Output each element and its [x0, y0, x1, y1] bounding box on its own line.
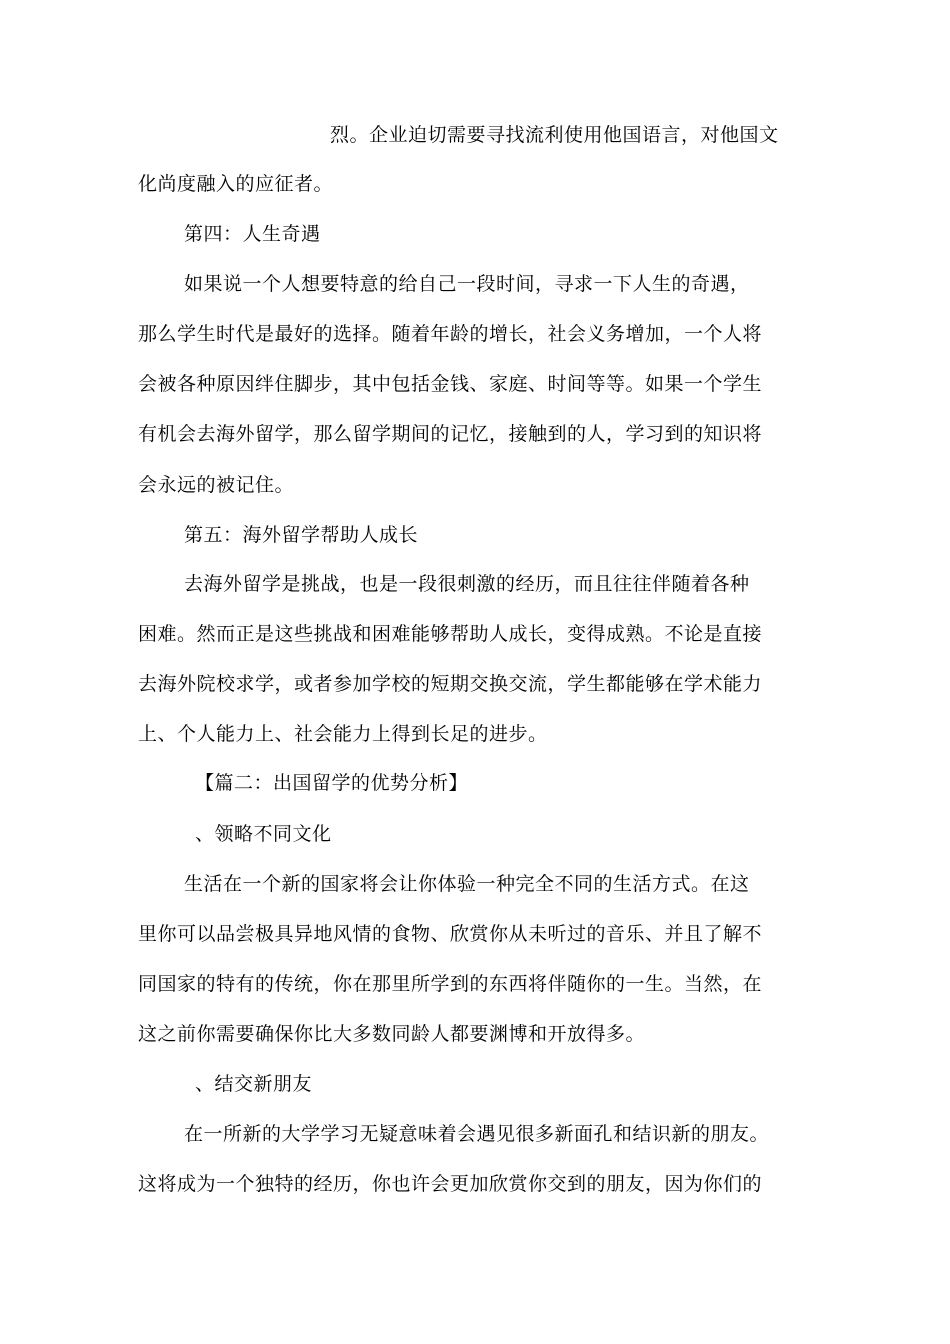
text-line: 化尚度融入的应征者。	[138, 173, 334, 195]
text-line: 生活在一个新的国家将会让你体验一种完全不同的生活方式。在这	[184, 873, 750, 895]
text-line: 有机会去海外留学，那么留学期间的记忆，接触到的人，学习到的知识将	[138, 423, 763, 445]
section-heading: 第五：海外留学帮助人成长	[184, 524, 419, 546]
text-line: 会永远的被记住。	[138, 474, 295, 496]
text-line: 里你可以品尝极具异地风情的食物、欣赏你从未听过的音乐、并且了解不	[138, 923, 763, 945]
text-line: 去海外留学是挑战，也是一段很刺激的经历，而且往往伴随着各种	[184, 573, 750, 595]
text-line: 同国家的特有的传统，你在那里所学到的东西将伴随你的一生。当然，在	[138, 973, 763, 995]
subsection-heading: 、结交新朋友	[195, 1073, 313, 1095]
text-line: 在一所新的大学学习无疑意味着会遇见很多新面孔和结识新的朋友。	[184, 1123, 770, 1145]
text-line: 烈。企业迫切需要寻找流利使用他国语言，对他国文	[330, 124, 779, 146]
text-line: 那么学生时代是最好的选择。随着年龄的增长，社会义务增加，一个人将	[138, 323, 763, 345]
subsection-heading: 、领略不同文化	[195, 823, 332, 845]
text-line: 会被各种原因绊住脚步，其中包括金钱、家庭、时间等等。如果一个学生	[138, 373, 763, 395]
text-line: 这将成为一个独特的经历，你也许会更加欣赏你交到的朋友，因为你们的	[138, 1173, 763, 1195]
text-line: 去海外院校求学，或者参加学校的短期交换交流，学生都能够在学术能力	[138, 673, 763, 695]
part-heading: 【篇二：出国留学的优势分析】	[195, 772, 469, 794]
text-line: 如果说一个人想要特意的给自己一段时间，寻求一下人生的奇遇，	[184, 273, 750, 295]
text-line: 上、个人能力上、社会能力上得到长足的进步。	[138, 723, 548, 745]
text-line: 这之前你需要确保你比大多数同龄人都要渊博和开放得多。	[138, 1023, 646, 1045]
text-line: 困难。然而正是这些挑战和困难能够帮助人成长，变得成熟。不论是直接	[138, 623, 763, 645]
section-heading: 第四：人生奇遇	[184, 223, 321, 245]
